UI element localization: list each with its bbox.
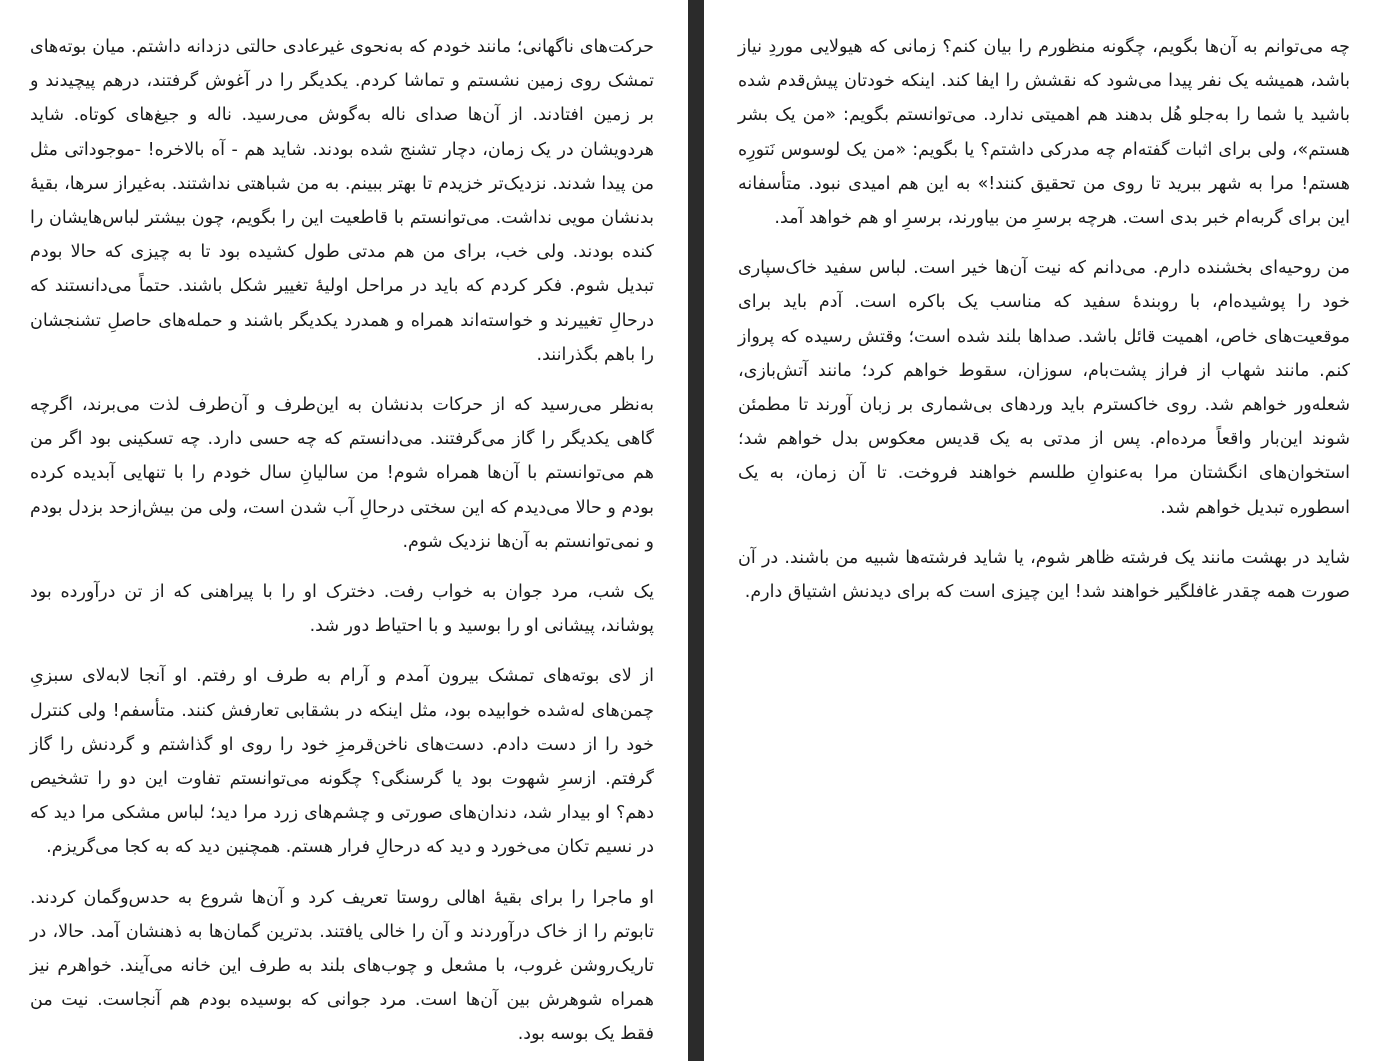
paragraph: حرکت‌های ناگهانی؛ مانند خودم که به‌نحوی غیرعادی حالتی دزدانه داشتم. میان بوته‌های تمشک روی زمین نشستم و تماشا کردم. یکدیگر را در آغوش گرفتند، درهم پیچیدند و بر زمین افتادند. از آن‌ها صدای ناله به‌گوش می‌رسید. ناله و جیغ‌های کوتاه. شاید هردویشان در یک زمان، دچار تشنج شده بودند. شاید هم - آه بالاخره! -موجوداتی مثل من پیدا شدند. نزدیک‌تر خزیدم تا بهتر ببینم. به من شباهتی نداشتند. به‌غیراز سرها، بقیهٔ بدنشان مویی نداشت. می‌توانستم با قاطعیت این را بگویم، چون بیشتر لباس‌هایشان را کنده بودند. ولی خب، برای من هم مدتی طول کشیده بود تا به چیزی که حالا بودم تبدیل شوم. فکر کردم که باید در مراحل اولیهٔ تغییر شکل باشند. حتماً می‌دانستند که درحالِ تغییرند و خواسته‌اند همراه و همدرد یکدیگر باشند و حمله‌های حاصلِ تشنجشان را باهم بگذرانند. <box>30 37 654 365</box>
paragraph: من روحیه‌ای بخشنده دارم. می‌دانم که نیت آن‌ها خیر است. لباس سفید خاک‌سپاری خود را پوشیده‌ام، با روبندهٔ سفید که مناسب یک باکره است. آدم باید برای موقعیت‌های خاص، اهمیت قائل باشد. صداها بلند شده است؛ وقتش رسیده که پرواز کنم. مانند شهاب از فراز پشت‌بام، سوزان، سقوط خواهم کرد؛ مانند آتش‌بازی، شعله‌ور خواهم شد. روی خاکسترم باید وردهای بی‌شماری بر زبان آورند تا مطمئن شوند این‌بار واقعاً مرده‌ام. پس از مدتی به یک قدیس معکوس بدل خواهم شد؛ استخوان‌های انگشتان مرا به‌عنوانِ طلسم خواهند فروخت. تا آن زمان، به یک اسطوره تبدیل خواهم شد. <box>738 258 1350 518</box>
right-page-text <box>738 30 1350 625</box>
paragraph: به‌نظر می‌رسید که از حرکات بدنشان به این‌طرف و آن‌طرف لذت می‌برند، اگرچه گاهی یکدیگر را گاز می‌گرفتند. می‌دانستم که چه حسی دارد. چه تسکینی بود اگر من هم می‌توانستم با آن‌ها همراه شوم! من سالیانِ سال خودم را با تنهایی آبدیده کرده بودم و حالا می‌دیدم که این سختی درحالِ آب شدن است، ولی من بیش‌ازحد بزدل بودم و نمی‌توانستم به آن‌ها نزدیک شوم. <box>30 395 654 552</box>
right-page <box>704 0 1389 1061</box>
paragraph: چه می‌توانم به آن‌ها بگویم، چگونه منظورم را بیان کنم؟ زمانی که هیولایی موردِ نیاز باشد، همیشه یک نفر پیدا می‌شود که نقشش را ایفا کند. اینکه خودتان پیش‌قدم شده باشید یا شما را به‌جلو هُل بدهند هم اهمیتی ندارد. می‌توانستم بگویم: «من یک بشر هستم»، ولی برای اثبات گفته‌ام چه مدرکی داشتم؟ یا بگویم: «من یک لوسوس نَتورِه هستم! مرا به شهر ببرید تا روی من تحقیق کنند!» به این هم امیدی نبود. متأسفانه این برای گربه‌ام خبر بدی است. هرچه برسرِ من بیاورند، برسرِ او هم خواهد آمد. <box>738 37 1350 229</box>
page-gutter-divider <box>688 0 704 1061</box>
paragraph: یک شب، مرد جوان به خواب رفت. دخترک او را با پیراهنی که از تن درآورده بود پوشاند، پیشانی او را بوسید و با احتیاط دور شد. <box>30 582 654 637</box>
paragraph: او ماجرا را برای بقیهٔ اهالی روستا تعریف کرد و آن‌ها شروع به حدس‌وگمان کردند. تابوتم را از خاک درآوردند و آن را خالی یافتند. بدترین گمان‌ها به ذهنشان آمد. حالا، در تاریک‌روشن غروب، با مشعل و چوب‌های بلند به طرف این خانه می‌آیند. خواهرم نیز همراه شوهرش بین آن‌ها است. مرد جوانی که بوسیده بودم هم آنجاست. نیت من فقط یک بوسه بود. <box>30 887 654 1045</box>
paragraph: شاید در بهشت مانند یک فرشته ظاهر شوم، یا شاید فرشته‌ها شبیه من باشند. در آن صورت همه چقدر غافلگیر خواهند شد! این چیزی است که برای دیدنش اشتیاق دارم. <box>738 547 1350 603</box>
paragraph: از لای بوته‌های تمشک بیرون آمدم و آرام به طرف او رفتم. او آنجا لابه‌لای سبزیِ چمن‌های له‌شده خوابیده بود، مثل اینکه در بشقابی تعارفش کنند. متأسفم! ولی کنترل خود را از دست دادم. دست‌های ناخن‌قرمزِ خود را روی او گذاشتم و گردنش را گاز گرفتم. ازسرِ شهوت بود یا گرسنگی؟ چگونه می‌توانستم تفاوت این دو را تشخیص دهم؟ او بیدار شد، دندان‌های صورتی و چشم‌های زرد مرا دید؛ لباس مشکی مرا دید که در نسیم تکان می‌خورد و دید که درحالِ فرار هستم. همچنین دید که به کجا می‌گریزم. <box>30 666 654 858</box>
left-page-text <box>30 30 654 1061</box>
left-page <box>0 0 688 1061</box>
